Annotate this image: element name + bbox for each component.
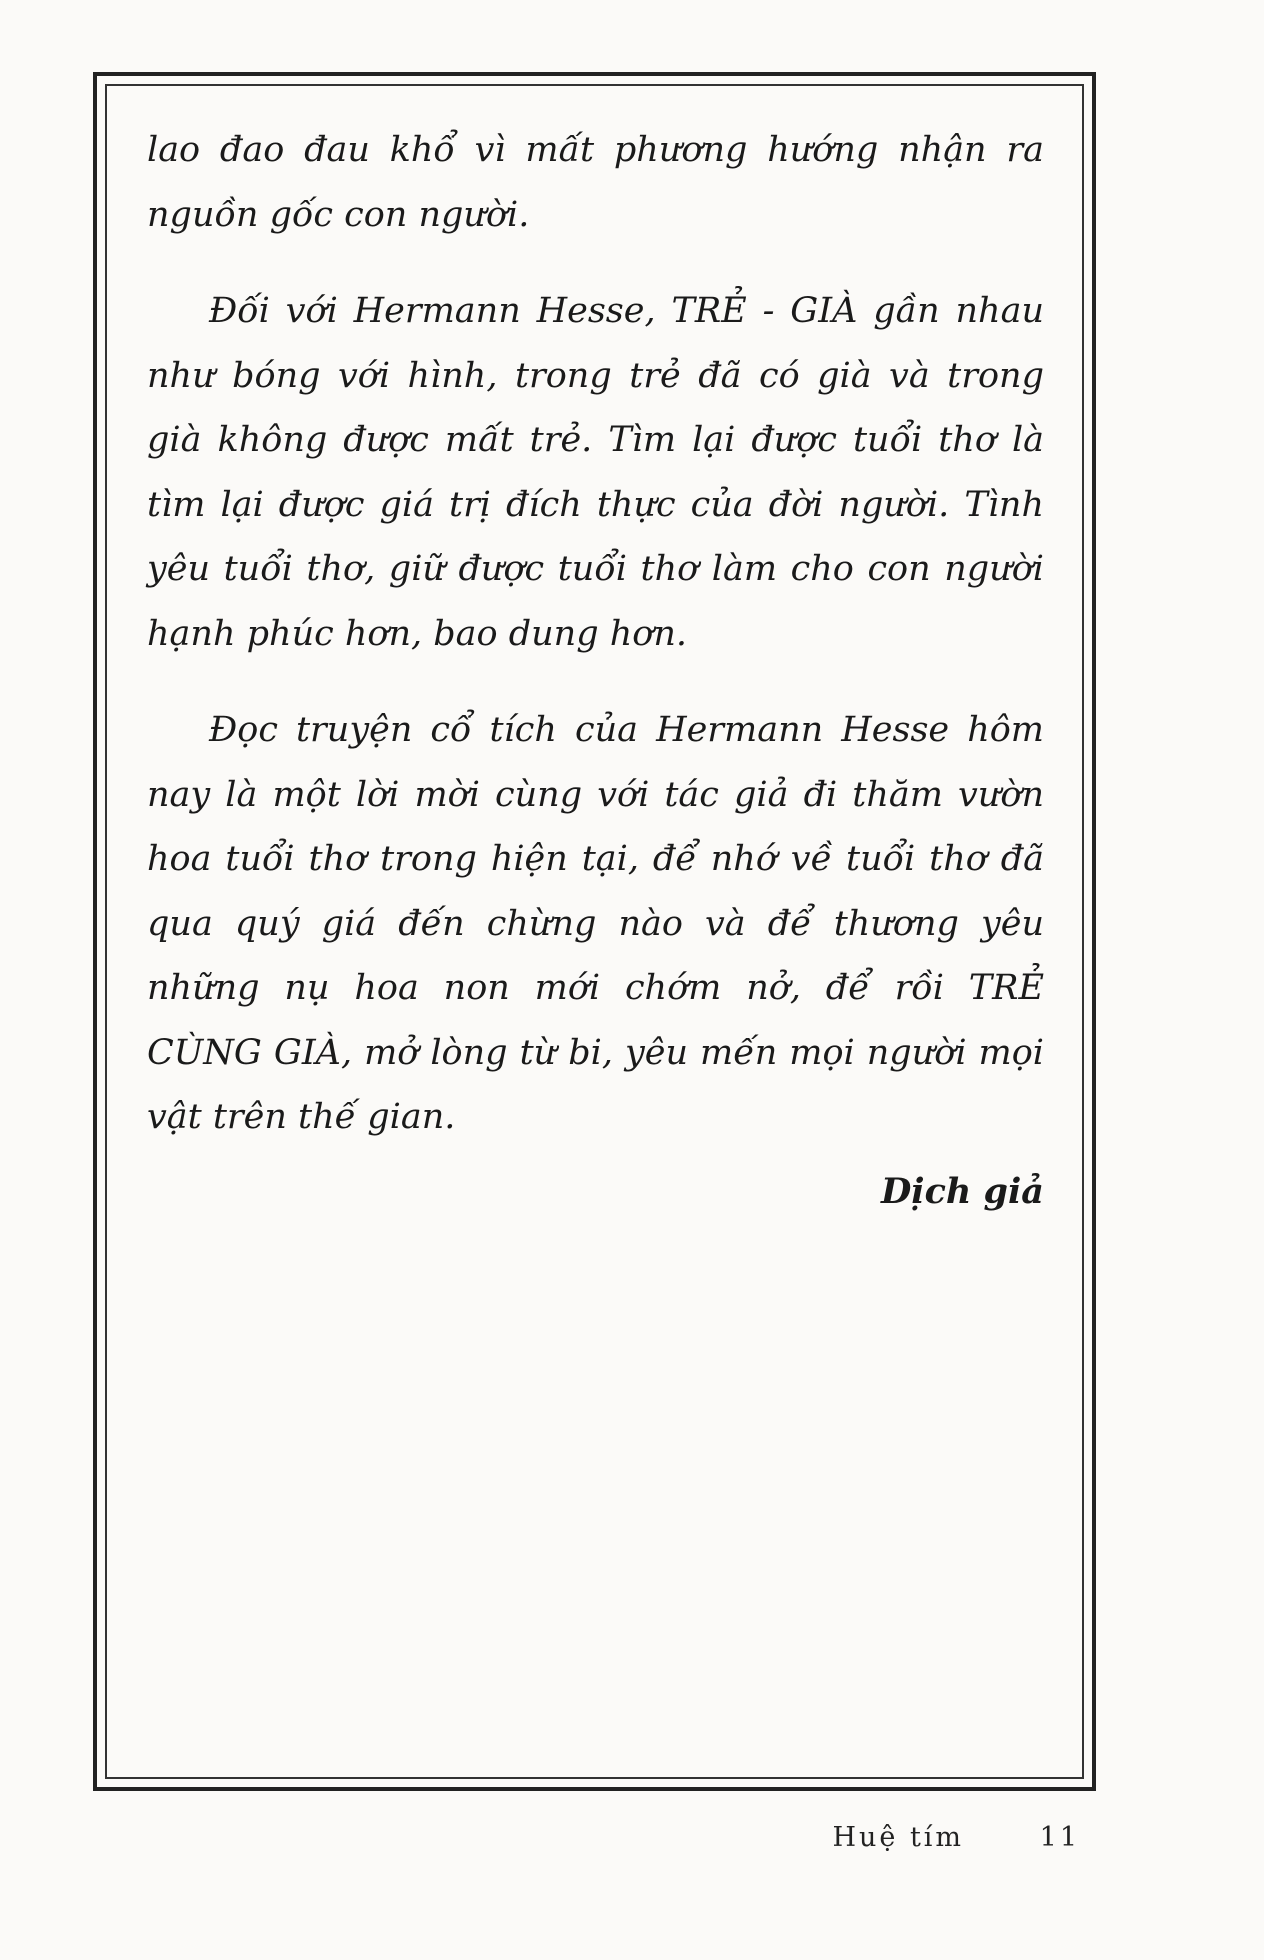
- paragraph-1: lao đao đau khổ vì mất phương hướng nhận ra nguồn gốc con người.: [147, 130, 1044, 235]
- page-border-inner: [105, 84, 1084, 1779]
- translator-signature: Dịch giả: [880, 1170, 1044, 1212]
- page-footer: [832, 1822, 1080, 1853]
- page-border-outer: [93, 72, 1096, 1791]
- page-number: 11: [1039, 1822, 1080, 1853]
- paragraph-3: Đọc truyện cổ tích của Hermann Hesse hôm nay là một lời mời cùng với tác giả đi thăm vườn hoa tuổi thơ trong hiện tại, để nhớ về tuổi thơ đã qua quý giá đến chừng nào và để thương yêu những nụ hoa non mới chớm nở, để rồi TRẺ CÙNG GIÀ, mở lòng từ bi, yêu mến mọi người mọi vật trên thế gian.: [147, 710, 1044, 1137]
- body-text: [147, 118, 1044, 1224]
- book-title: Huệ tím: [832, 1822, 965, 1853]
- paragraph-2: Đối với Hermann Hesse, TRẺ - GIÀ gần nhau như bóng với hình, trong trẻ đã có già và trong già không được mất trẻ. Tìm lại được tuổi thơ là tìm lại được giá trị đích thực của đời người. Tình yêu tuổi thơ, giữ được tuổi thơ làm cho con người hạnh phúc hơn, bao dung hơn.: [147, 291, 1044, 654]
